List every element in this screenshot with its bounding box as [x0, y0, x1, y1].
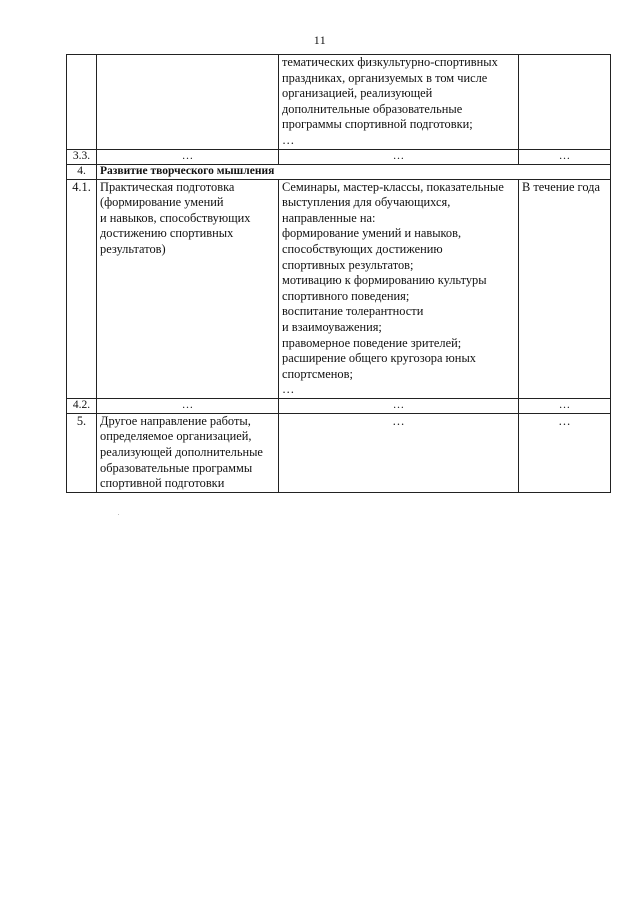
- cell-deadline: …: [519, 398, 611, 413]
- text-line: организацией, реализующей: [282, 86, 433, 101]
- section-heading: Развитие творческого мышления: [97, 164, 611, 179]
- text-line: формирование умений и навыков,: [282, 226, 462, 241]
- text-line: программы спортивной подготовки;: [282, 117, 473, 132]
- table-row-4-2: [67, 398, 611, 413]
- cell-direction-empty: [97, 55, 279, 150]
- table-row-continuation: [67, 55, 611, 150]
- cell-num: 4.1.: [67, 179, 97, 398]
- text-line: правомерное поведение зрителей;: [282, 335, 462, 350]
- text-line: и навыков, способствующих: [100, 210, 251, 225]
- page-number: 11: [313, 33, 327, 47]
- table-row-4-1: [67, 179, 611, 398]
- cell-events: [279, 179, 519, 398]
- text-line: направленные на:: [282, 210, 376, 225]
- text-line: и взаимоуважения;: [282, 319, 382, 334]
- cell-events: …: [279, 413, 519, 492]
- cell-direction: [97, 179, 279, 398]
- text-line: тематических физкультурно-спортивных: [282, 55, 498, 69]
- text-line: определяемое организацией,: [100, 429, 252, 444]
- text-line: способствующих достижению: [282, 241, 443, 256]
- scan-speck: [118, 514, 119, 515]
- cell-num: 5.: [67, 413, 97, 492]
- text-line: …: [282, 382, 295, 397]
- text-line: Другое направление работы,: [100, 413, 251, 428]
- text-line: расширение общего кругозора юных: [282, 351, 476, 366]
- text-line: Семинары, мастер-классы, показательные: [282, 179, 504, 194]
- text-line: результатов): [100, 241, 166, 256]
- text-line: спортивных результатов;: [282, 257, 414, 272]
- text-line: праздниках, организуемых в том числе: [282, 70, 488, 85]
- text-line: мотивацию к формированию культуры: [282, 273, 487, 288]
- cell-direction: …: [97, 149, 279, 164]
- text-line: образовательные программы: [100, 460, 253, 475]
- cell-direction: [97, 413, 279, 492]
- table-row-4-heading: [67, 164, 611, 179]
- text-line: выступления для обучающихся,: [282, 195, 451, 210]
- cell-deadline-empty: [519, 55, 611, 150]
- cell-num: 3.3.: [67, 149, 97, 164]
- text-line: достижению спортивных: [100, 226, 234, 241]
- text-line: воспитание толерантности: [282, 304, 424, 319]
- table-row-5: [67, 413, 611, 492]
- cell-events: …: [279, 149, 519, 164]
- text-line: спортивной подготовки: [100, 476, 225, 491]
- cell-num: 4.2.: [67, 398, 97, 413]
- cell-events: …: [279, 398, 519, 413]
- cell-deadline: …: [519, 149, 611, 164]
- cell-events-continuation: [279, 55, 519, 150]
- text-line: дополнительные образовательные: [282, 101, 463, 116]
- text-line: реализующей дополнительные: [100, 445, 263, 460]
- text-line: спортивного поведения;: [282, 288, 410, 303]
- cell-num: 4.: [67, 164, 97, 179]
- table-row-3-3: [67, 149, 611, 164]
- sports-plan-table: [66, 54, 611, 493]
- cell-deadline: В течение года: [519, 179, 611, 398]
- text-line: (формирование умений: [100, 195, 224, 210]
- text-line: спортсменов;: [282, 366, 353, 381]
- cell-num-empty: [67, 55, 97, 150]
- text-line: …: [282, 132, 295, 147]
- cell-direction: …: [97, 398, 279, 413]
- text-line: Практическая подготовка: [100, 179, 235, 194]
- cell-deadline: …: [519, 413, 611, 492]
